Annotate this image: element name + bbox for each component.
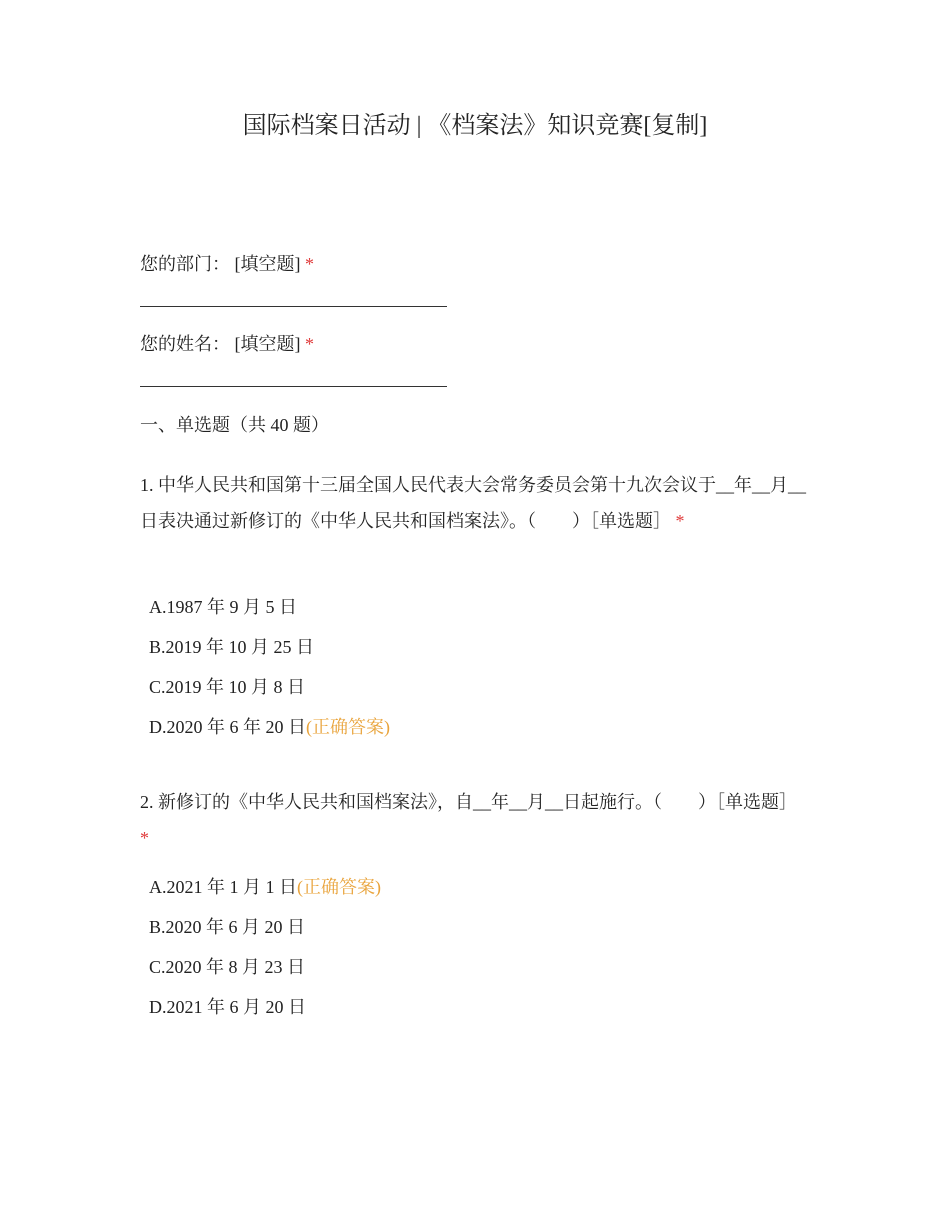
question-1-text: 1. 中华人民共和国第十三届全国人民代表大会常务委员会第十九次会议于__年__月__日表决通过新修订的《中华人民共和国档案法》。（ ）［单选题］: [140, 475, 806, 531]
required-mark: *: [305, 254, 314, 274]
page-title: 国际档案日活动 | 《档案法》知识竞赛[复制]: [242, 113, 708, 139]
name-input-line[interactable]: [140, 386, 447, 387]
question-1-option-c[interactable]: C.2019 年 10 月 8 日: [149, 677, 306, 697]
department-type-tag: [填空题]: [234, 254, 301, 274]
correct-answer-note: (正确答案): [306, 717, 390, 737]
question-1-option-b[interactable]: B.2019 年 10 月 25 日: [149, 637, 315, 657]
question-1-option-d[interactable]: [149, 713, 390, 741]
question-1: [140, 467, 810, 539]
question-2-option-b[interactable]: B.2020 年 6 月 20 日: [149, 917, 306, 937]
question-2-option-d[interactable]: D.2021 年 6 月 20 日: [149, 997, 306, 1017]
department-field-label: [140, 246, 314, 282]
correct-answer-note: (正确答案): [297, 877, 381, 897]
required-mark: *: [140, 828, 149, 848]
question-2: [140, 784, 810, 856]
department-label: 您的部门：: [140, 254, 230, 274]
name-type-tag: [填空题]: [234, 334, 301, 354]
option-text: D.2020 年 6 年 20 日: [149, 717, 306, 737]
required-mark: *: [305, 334, 314, 354]
question-2-option-a[interactable]: [149, 873, 381, 901]
section-header: 一、单选题（共 40 题）: [140, 415, 329, 435]
required-mark: *: [675, 511, 685, 531]
option-text: A.2021 年 1 月 1 日: [149, 877, 297, 897]
question-2-option-c[interactable]: C.2020 年 8 月 23 日: [149, 957, 306, 977]
question-1-option-a[interactable]: A.1987 年 9 月 5 日: [149, 597, 297, 617]
department-input-line[interactable]: [140, 306, 447, 307]
name-label: 您的姓名：: [140, 334, 230, 354]
question-2-text: 2. 新修订的《中华人民共和国档案法》，自__年__月__日起施行。（ ）［单选题］: [140, 792, 797, 812]
name-field-label: [140, 326, 314, 362]
